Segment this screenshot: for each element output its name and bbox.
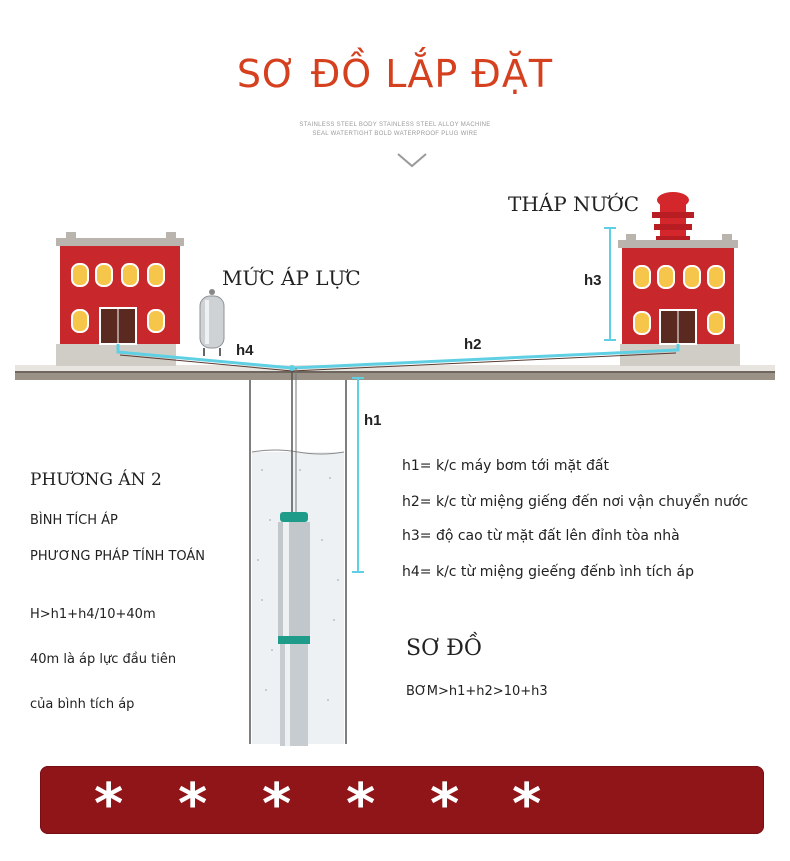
star-icon: * bbox=[94, 772, 124, 837]
h4-label: h4 bbox=[236, 342, 254, 359]
subtitle-line-2: SEAL WATERTIGHT BOLD WATERPROOF PLUG WIRE bbox=[312, 131, 478, 137]
water-tower-icon bbox=[652, 192, 694, 240]
chevron-down-icon bbox=[398, 154, 426, 166]
star-icon: * bbox=[262, 772, 292, 837]
option-formula: H>h1+h4/10+40m bbox=[30, 607, 156, 622]
star-icon: * bbox=[512, 772, 542, 837]
water-pipes bbox=[118, 344, 678, 368]
star-icon: * bbox=[430, 772, 460, 837]
option-note-1: 40m là áp lực đầu tiên bbox=[30, 652, 177, 667]
subtitle-line-1: STAINLESS STEEL BODY STAINLESS STEEL ALLOY MACHINE bbox=[299, 122, 491, 128]
star-icon: * bbox=[346, 772, 376, 837]
pressure-level-label: MỨC ÁP LỰC bbox=[222, 266, 361, 290]
h2-label: h2 bbox=[464, 336, 482, 353]
page-title: SƠ ĐỒ LẮP ĐẶT bbox=[236, 52, 554, 96]
h3-label: h3 bbox=[584, 272, 602, 289]
diagram-heading: SƠ ĐỒ bbox=[406, 636, 482, 661]
definition-h4: h4= k/c từ miệng gieếng đếnb ình tích áp bbox=[402, 564, 694, 580]
option-line-2: PHƯƠNG PHÁP TÍNH TOÁN bbox=[30, 549, 206, 564]
water-tower-label: THÁP NƯỚC bbox=[508, 192, 640, 216]
h1-label: h1 bbox=[364, 412, 382, 429]
option-heading: PHƯƠNG ÁN 2 bbox=[30, 470, 162, 490]
star-icon: * bbox=[178, 772, 208, 837]
ground-surface bbox=[15, 365, 775, 380]
submersible-pump bbox=[278, 512, 310, 746]
definition-h2: h2= k/c từ miệng giếng đến nơi vận chuyển nước bbox=[402, 494, 749, 510]
definition-h1: h1= k/c máy bơm tới mặt đất bbox=[402, 458, 609, 474]
h3-measure bbox=[604, 228, 616, 340]
h1-measure bbox=[352, 378, 364, 572]
left-building bbox=[56, 232, 184, 366]
pressure-tank-icon bbox=[200, 289, 224, 356]
option-note-2: của bình tích áp bbox=[30, 697, 135, 712]
bottom-banner bbox=[40, 766, 764, 837]
definition-h3: h3= độ cao từ mặt đất lên đỉnh tòa nhà bbox=[402, 528, 680, 544]
option-line-1: BÌNH TÍCH ÁP bbox=[30, 513, 118, 528]
diagram-formula: BƠM>h1+h2>10+h3 bbox=[406, 684, 548, 699]
